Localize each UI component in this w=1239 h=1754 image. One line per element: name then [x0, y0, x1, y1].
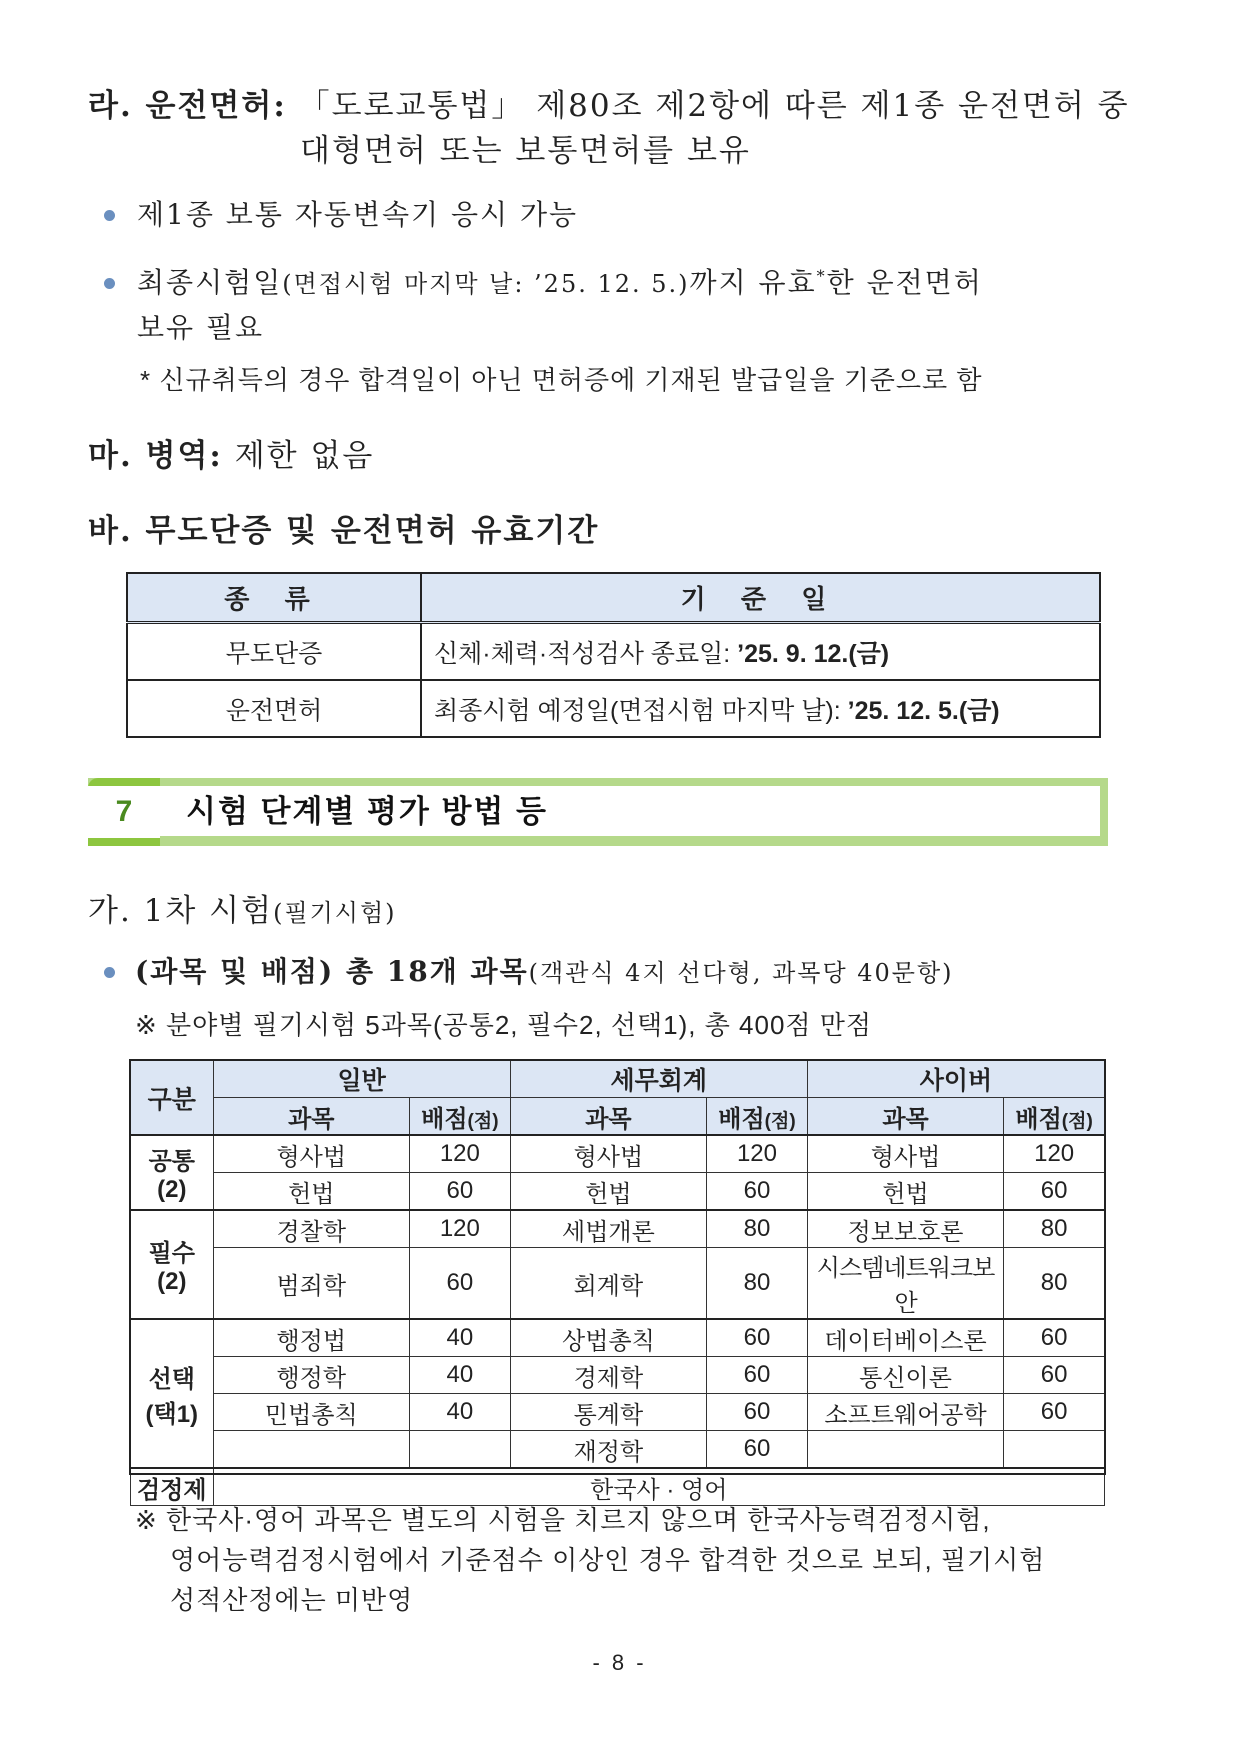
- bullet-icon: [104, 210, 115, 221]
- group-label: 필수: [148, 1240, 195, 1267]
- table-row: [131, 1357, 1105, 1394]
- bullet-item: [137, 261, 983, 301]
- note-final-3: 성적산정에는 미반영: [170, 1585, 414, 1615]
- table-header-row: [127, 573, 1100, 623]
- footnote-mark: *: [816, 266, 827, 286]
- header-field-general: 일반: [213, 1061, 510, 1098]
- subject-cell: 통신이론: [807, 1357, 1003, 1394]
- group-elective: [131, 1319, 214, 1468]
- score-cell: [409, 1431, 510, 1469]
- score-cell: 80: [1004, 1210, 1105, 1248]
- score-cell: [1004, 1431, 1105, 1469]
- bullet-item: 제1종 보통 자동변속기 응시 가능: [137, 198, 579, 231]
- score-cell: 40: [409, 1357, 510, 1394]
- section-ma-label: 마. 병역:: [88, 438, 223, 474]
- table-row: [131, 1173, 1105, 1211]
- bullet-text-d: 한 운전면허: [826, 266, 983, 299]
- header-basis-date: 기 준 일: [421, 573, 1100, 623]
- score-cell: 40: [409, 1319, 510, 1357]
- subject-cell: 형사법: [510, 1135, 706, 1173]
- subject-cell: 시스템네트워크보안: [807, 1248, 1003, 1320]
- subject-cell: 민법총칙: [213, 1394, 409, 1431]
- score-cell: 120: [409, 1135, 510, 1173]
- note-subjects: ※ 분야별 필기시험 5과목(공통2, 필수2, 선택1), 총 400점 만점: [135, 1010, 872, 1040]
- section-title: 시험 단계별 평가 방법 등: [186, 794, 548, 829]
- footnote: * 신규취득의 경우 합격일이 아닌 면허증에 기재된 발급일을 기준으로 함: [140, 365, 983, 395]
- subject-cell: 세법개론: [510, 1210, 706, 1248]
- score-cell: 60: [1004, 1357, 1105, 1394]
- subject-cell: [807, 1431, 1003, 1469]
- score-label: 배점: [421, 1105, 468, 1133]
- header-subject: 과목: [510, 1098, 706, 1136]
- score-cell: 80: [1004, 1248, 1105, 1320]
- section-ma-text: 제한 없음: [234, 438, 375, 474]
- note-final-2: 영어능력검정시험에서 기준점수 이상인 경우 합격한 것으로 보되, 필기시험: [170, 1545, 1046, 1575]
- score-cell: 60: [707, 1319, 808, 1357]
- score-cell: 60: [409, 1173, 510, 1211]
- header-subject: 과목: [807, 1098, 1003, 1136]
- subject-table: [130, 1060, 1105, 1506]
- header-kind: 종 류: [127, 573, 421, 623]
- subject-cell: 재정학: [510, 1431, 706, 1469]
- section-ma: [88, 430, 374, 475]
- section-ga-paren: (필기시험): [273, 899, 397, 927]
- basis-date: ’25. 9. 12.(금): [737, 639, 890, 668]
- subject-cell: 형사법: [807, 1135, 1003, 1173]
- subject-cell: 헌법: [510, 1173, 706, 1211]
- cert-value: 한국사 · 영어: [213, 1468, 1104, 1506]
- subject-cell: 정보보호론: [807, 1210, 1003, 1248]
- header-score: [409, 1098, 510, 1136]
- section-ra: [88, 80, 1130, 125]
- bullet-rest: (객관식 4지 선다형, 과목당 40문항): [528, 959, 954, 987]
- score-cell: 60: [1004, 1394, 1105, 1431]
- score-cell: 60: [1004, 1319, 1105, 1357]
- table-row: [131, 1210, 1105, 1248]
- section-ga-label: 가. 1차 시험: [88, 893, 274, 929]
- header-field-tax: 세무회계: [510, 1061, 807, 1098]
- score-label: 배점: [1015, 1105, 1062, 1133]
- header-score: [1004, 1098, 1105, 1136]
- group-label: 공통: [148, 1148, 195, 1175]
- table-row: [131, 1394, 1105, 1431]
- subject-cell: 범죄학: [213, 1248, 409, 1320]
- score-cell: 60: [707, 1431, 808, 1469]
- section-ra-label: 라. 운전면허:: [88, 88, 287, 124]
- subject-cell: 데이터베이스론: [807, 1319, 1003, 1357]
- score-cell: 60: [707, 1173, 808, 1211]
- score-cell: 60: [707, 1357, 808, 1394]
- section-number: 7: [88, 786, 160, 838]
- note-final-1: ※ 한국사·영어 과목은 별도의 시험을 치르지 않으며 한국사능력검정시험,: [135, 1505, 991, 1535]
- subject-cell: 경찰학: [213, 1210, 409, 1248]
- kind-cell: 무도단증: [127, 623, 421, 681]
- section-ba-title: 바. 무도단증 및 운전면허 유효기간: [88, 513, 600, 549]
- score-unit: (점): [467, 1110, 499, 1132]
- subject-cell: 회계학: [510, 1248, 706, 1320]
- section-ra-text-1: 「도로교통법」 제80조 제2항에 따른 제1종 운전면허 중: [298, 88, 1130, 124]
- header-subject: 과목: [213, 1098, 409, 1136]
- score-cell: 120: [707, 1135, 808, 1173]
- basis-cell: [421, 623, 1100, 681]
- subject-cell: 형사법: [213, 1135, 409, 1173]
- score-cell: 120: [409, 1210, 510, 1248]
- bullet-bold: (과목 및 배점) 총 18개 과목: [135, 955, 529, 988]
- subject-cell: 헌법: [213, 1173, 409, 1211]
- subject-cell: 통계학: [510, 1394, 706, 1431]
- table-header-row: [131, 1061, 1105, 1098]
- score-cell: 80: [707, 1248, 808, 1320]
- table-subheader-row: [131, 1098, 1105, 1136]
- header-field-cyber: 사이버: [807, 1061, 1104, 1098]
- section-ga: [88, 885, 397, 930]
- table-row: [131, 1319, 1105, 1357]
- score-unit: (점): [764, 1110, 796, 1132]
- subject-cell: 행정학: [213, 1357, 409, 1394]
- bullet-text-b: (면접시험 마지막 날: ’25. 12. 5.): [282, 270, 690, 298]
- basis-text: 최종시험 예정일(면접시험 마지막 날):: [434, 696, 848, 725]
- bullet-text-c: 까지 유효: [689, 266, 817, 299]
- subject-cell: 헌법: [807, 1173, 1003, 1211]
- subject-cell: [213, 1431, 409, 1469]
- section-ra-text-2: 대형면허 또는 보통면허를 보유: [300, 133, 751, 169]
- header-score: [707, 1098, 808, 1136]
- table-row: [131, 1431, 1105, 1469]
- group-required: [131, 1210, 214, 1319]
- score-cell: 120: [1004, 1135, 1105, 1173]
- subject-cell: 경제학: [510, 1357, 706, 1394]
- table-row: [127, 680, 1100, 737]
- group-common: [131, 1135, 214, 1210]
- basis-cell: [421, 680, 1100, 737]
- score-label: 배점: [718, 1105, 765, 1133]
- validity-table: [126, 572, 1101, 738]
- table-row: [131, 1248, 1105, 1320]
- section-7-header: [88, 778, 1108, 846]
- basis-text: 신체·체력·적성검사 종료일:: [434, 639, 738, 668]
- subject-cell: 소프트웨어공학: [807, 1394, 1003, 1431]
- score-cell: 60: [409, 1248, 510, 1320]
- subject-cell: 상법총칙: [510, 1319, 706, 1357]
- score-cell: 40: [409, 1394, 510, 1431]
- score-cell: 60: [707, 1394, 808, 1431]
- bullet-item: [135, 950, 954, 990]
- bullet-text-a: 최종시험일: [137, 266, 283, 299]
- group-count: (택1): [145, 1400, 199, 1428]
- score-unit: (점): [1061, 1110, 1093, 1132]
- bullet-icon: [104, 967, 115, 978]
- cert-label: 검정제: [131, 1468, 214, 1506]
- table-row: [131, 1135, 1105, 1173]
- score-cell: 80: [707, 1210, 808, 1248]
- group-label: 선택: [148, 1365, 195, 1393]
- page-number: - 8 -: [592, 1650, 647, 1675]
- table-row: [127, 623, 1100, 681]
- group-count: (2): [157, 1176, 187, 1203]
- kind-cell: 운전면허: [127, 680, 421, 737]
- bullet-icon: [104, 278, 115, 289]
- score-cell: 60: [1004, 1173, 1105, 1211]
- header-group: 구분: [131, 1061, 214, 1136]
- subject-cell: 행정법: [213, 1319, 409, 1357]
- basis-date: ’25. 12. 5.(금): [847, 696, 1000, 725]
- group-count: (2): [157, 1268, 187, 1295]
- bullet-text-line2: 보유 필요: [137, 311, 265, 344]
